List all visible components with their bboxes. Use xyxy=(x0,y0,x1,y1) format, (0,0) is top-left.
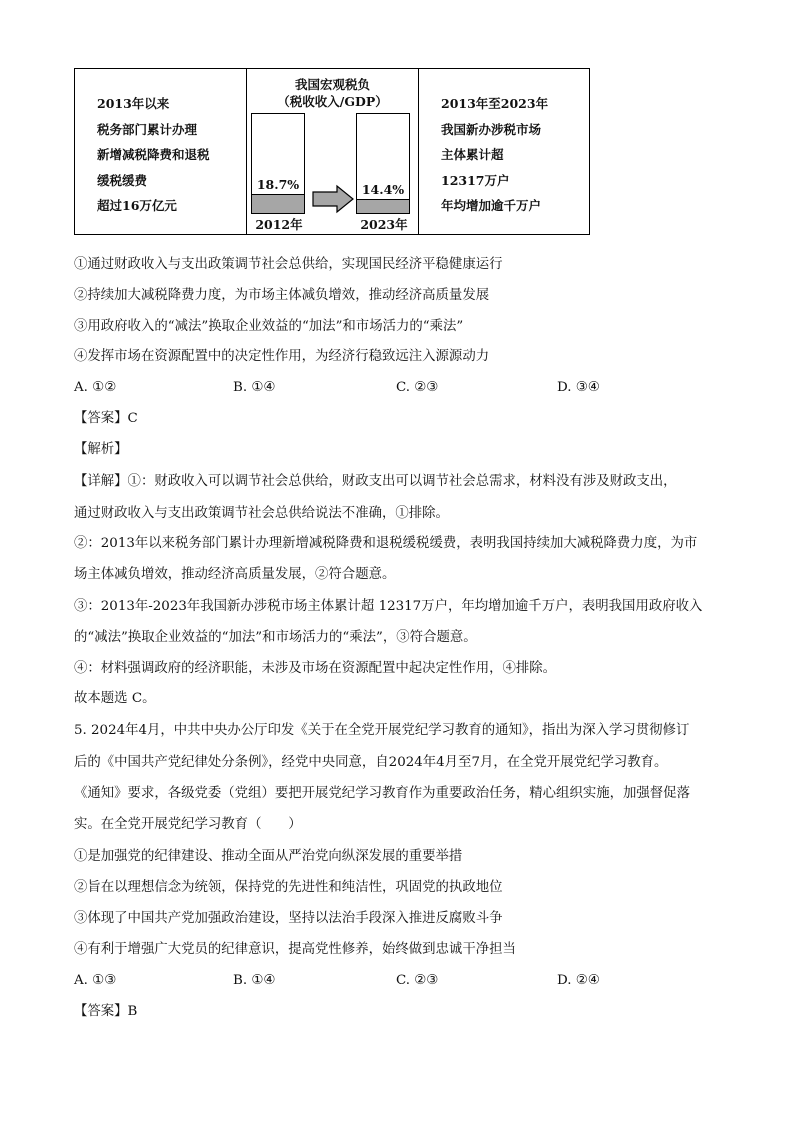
q4-detail-line: 【详解】①：财政收入可以调节社会总供给，财政支出可以调节社会总需求，材料没有涉及财政支出， xyxy=(74,474,677,489)
q4-statement-4: ④发挥市场在资源配置中的决定性作用，为经济行稳致远注入源源动力 xyxy=(74,349,490,364)
q5-stem-line: 后的《中国共产党纪律处分条例》，经党中央同意，自2024年4月至7月，在全党开展党纪学习教育。 xyxy=(74,755,668,770)
q4-detail-line: 通过财政收入与支出政策调节社会总供给说法不准确，①排除。 xyxy=(74,506,449,521)
q5-stem-line: 《通知》要求，各级党委（党组）要把开展党纪学习教育作为重要政治任务，精心组织实施，加强督促落 xyxy=(74,786,690,801)
q4-statement-1: ①通过财政收入与支出政策调节社会总供给，实现国民经济平稳健康运行 xyxy=(74,257,503,272)
q5-stem-line: 实。在全党开展党纪学习教育（ ） xyxy=(74,817,302,832)
chart-title-line: （税收收入/GDP） xyxy=(277,94,388,109)
q4-option-d: D. ③④ xyxy=(557,380,600,395)
q4-option-b: B. ①④ xyxy=(233,380,276,395)
bar-2012-year-label: 2012年 xyxy=(255,217,303,232)
q4-analysis-label: 【解析】 xyxy=(74,442,128,457)
q5-stem-line: 5. 2024年4月，中共中央办公厅印发《关于在全党开展党纪学习教育的通知》，指出为深入学习贯彻修订 xyxy=(74,723,690,738)
q5-option-d: D. ②④ xyxy=(557,973,600,988)
panel-line: 缓税缓费 xyxy=(97,172,148,188)
panel-line: 超过16万亿元 xyxy=(97,198,177,213)
q4-detail-line: 场主体减负增效，推动经济高质量发展，②符合题意。 xyxy=(74,567,396,582)
q5-option-a: A. ①③ xyxy=(74,973,117,988)
bar-2023-fill xyxy=(357,199,409,213)
panel-line: 12317万户 xyxy=(441,172,510,188)
bar-2023 xyxy=(356,113,410,214)
q4-detail-line: 故本题选 C。 xyxy=(74,691,156,706)
bar-2023-year-label: 2023年 xyxy=(360,217,408,232)
q4-detail-line: ③：2013年-2023年我国新办涉税市场主体累计超 12317万户，年均增加逾千万户，表明我国用政府收入 xyxy=(74,599,703,614)
q4-statement-3: ③用政府收入的“减法”换取企业效益的“加法”和市场活力的“乘法” xyxy=(74,319,464,334)
panel-line: 年均增加逾千万户 xyxy=(441,198,542,213)
q5-answer: 【答案】B xyxy=(74,1004,138,1019)
q4-option-a: A. ①② xyxy=(74,380,117,395)
panel-line: 2013年至2023年 xyxy=(441,96,549,111)
q5-statement-2: ②旨在以理想信念为统领，保持党的先进性和纯洁性，巩固党的执政地位 xyxy=(74,880,503,895)
panel-line: 税务部门累计办理 xyxy=(97,121,198,137)
tax-reduction-panel xyxy=(75,69,247,234)
chart-title-line: 我国宏观税负 xyxy=(294,77,370,92)
q5-option-b: B. ①④ xyxy=(233,973,276,988)
q5-statement-3: ③体现了中国共产党加强政治建设，坚持以法治手段深入推进反腐败斗争 xyxy=(74,911,503,926)
bar-2012-fill xyxy=(252,194,304,213)
market-entity-panel xyxy=(419,69,589,234)
panel-line: 2013年以来 xyxy=(97,96,170,111)
info-figure xyxy=(74,68,590,235)
chart-title xyxy=(247,76,418,110)
q4-statement-2: ②持续加大减税降费力度，为市场主体减负增效，推动经济高质量发展 xyxy=(74,288,490,303)
q5-option-c: C. ②③ xyxy=(396,973,439,988)
bar-2012 xyxy=(251,113,305,214)
panel-line: 主体累计超 xyxy=(441,147,504,162)
q4-option-c: C. ②③ xyxy=(396,380,439,395)
bar-2023-value-label: 14.4% xyxy=(361,182,405,197)
tax-burden-chart xyxy=(247,69,419,234)
q5-statement-4: ④有利于增强广大党员的纪律意识，提高党性修养，始终做到忠诚干净担当 xyxy=(74,942,516,957)
q4-detail-line: ④：材料强调政府的经济职能，未涉及市场在资源配置中起决定性作用，④排除。 xyxy=(74,661,557,676)
q4-detail-line: ②：2013年以来税务部门累计办理新增减税降费和退税缓税缓费，表明我国持续加大减税降费力度，为市 xyxy=(74,536,698,551)
bar-2012-value-label: 18.7% xyxy=(256,177,300,192)
panel-line: 新增减税降费和退税 xyxy=(97,147,210,162)
q5-statement-1: ①是加强党的纪律建设、推动全面从严治党向纵深发展的重要举措 xyxy=(74,849,463,864)
decrease-arrow-icon xyxy=(311,184,355,214)
panel-line: 我国新办涉税市场 xyxy=(441,121,542,137)
q4-answer: 【答案】C xyxy=(74,411,138,426)
q4-detail-line: 的“减法”换取企业效益的“加法”和市场活力的“乘法”，③符合题意。 xyxy=(74,630,477,645)
